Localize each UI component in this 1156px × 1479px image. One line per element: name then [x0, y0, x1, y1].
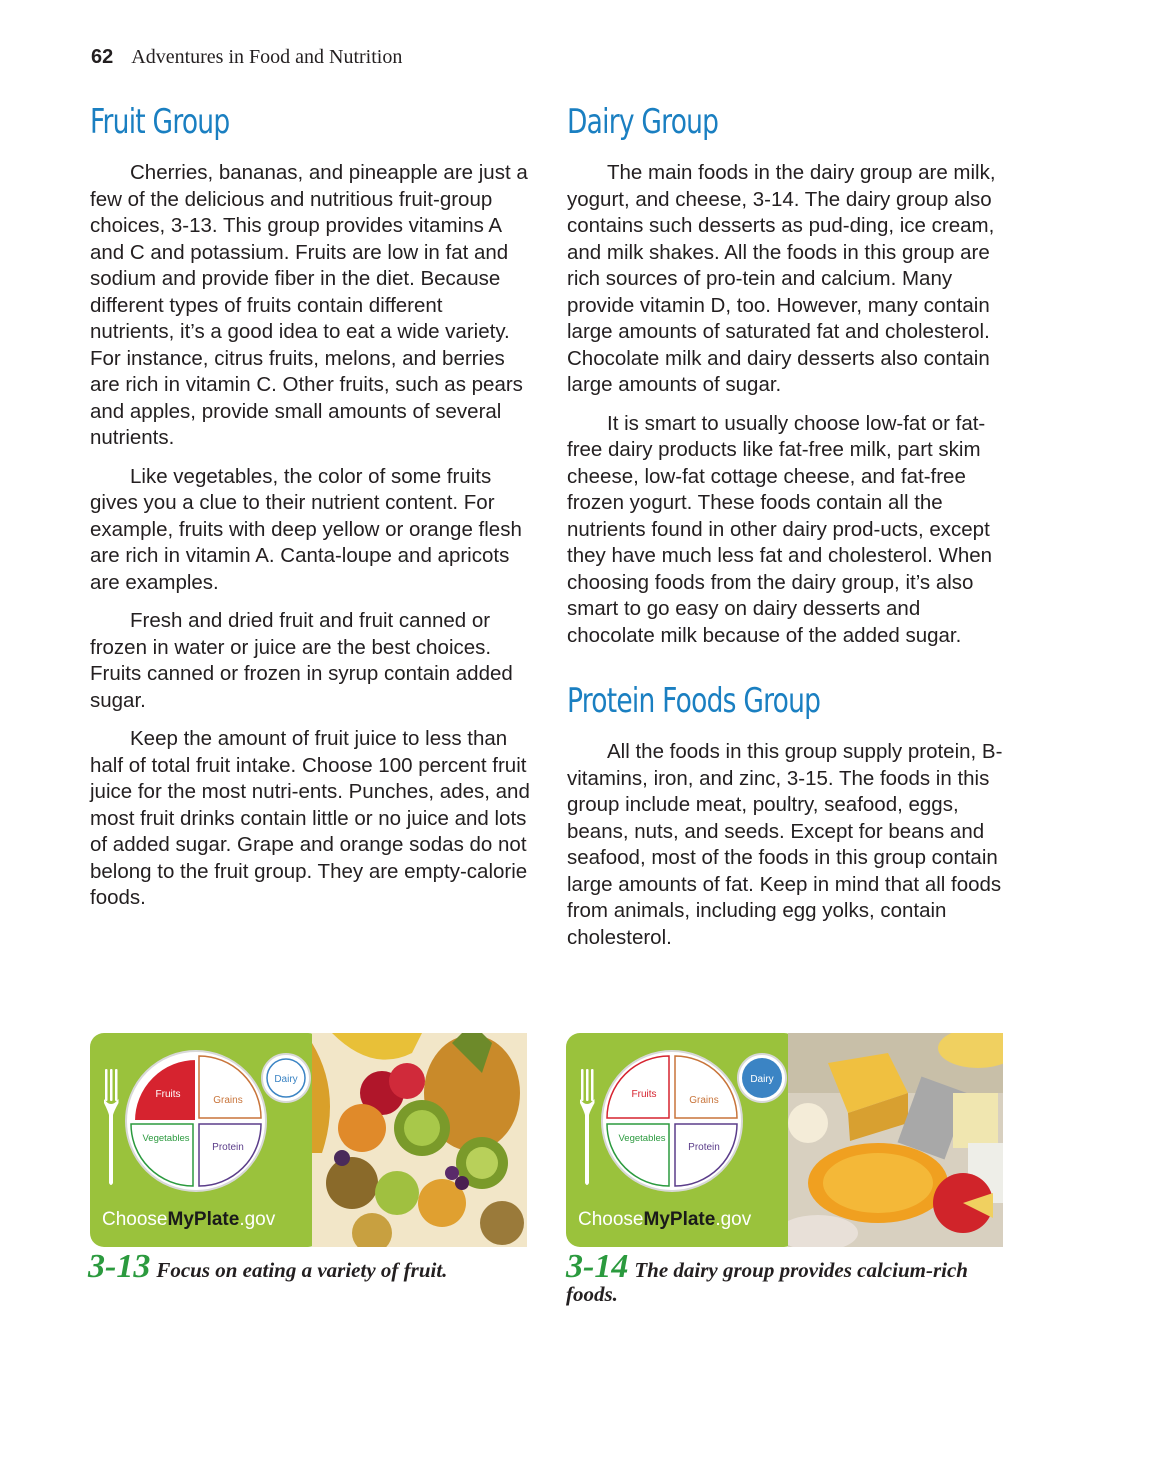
logo-myplate: MyPlate [167, 1209, 240, 1230]
grains-label: Grains [213, 1095, 243, 1106]
fruit-paragraph-3: Fresh and dried fruit and fruit canned or frozen in water or juice are the best choices. Fruits canned or frozen in syrup contain added sugar. [90, 609, 513, 712]
myplate-panel [90, 1033, 322, 1247]
logo-choose: Choose [578, 1209, 644, 1230]
caption-text: The dairy group provides calcium-rich foods. [566, 1258, 968, 1306]
protein-paragraph-1: All the foods in this group supply protein, B-vitamins, iron, and zinc, 3-15. The foods in this group include meat, poultry, seafood, eggs, beans, nuts, and seeds. Except for beans and seafood, most of the foods in this group contain large amounts of fat. Keep in mind that all foods from animals, including egg yolks, contain cholesterol. [567, 740, 1003, 949]
fruits-label: Fruits [631, 1089, 657, 1100]
fork-icon [580, 1069, 595, 1185]
figure-number: 3-14 [566, 1248, 629, 1285]
vegetables-label: Vegetables [618, 1133, 666, 1144]
fork-icon [104, 1069, 119, 1185]
fruit-paragraph-1: Cherries, bananas, and pineapple are just a few of the delicious and nutritious fruit-group choices, 3-13. This group provides vitamins A and C and potassium. Fruits are low in fat and sodium and provide fiber in the diet. Because different types of fruits contain different nutrients, it’s a good idea to eat a wide variety. For instance, citrus fruits, melons, and berries are rich in vitamin C. Other fruits, such as pears and apples, provide small amounts of several nutrients. [90, 161, 528, 449]
caption-3-14 [566, 1248, 986, 1306]
book-title: Adventures in Food and Nutrition [131, 46, 403, 68]
dairy-photo [788, 1033, 1003, 1247]
protein-label: Protein [212, 1142, 244, 1153]
logo-choose: Choose [102, 1209, 168, 1230]
vegetables-label: Vegetables [142, 1133, 190, 1144]
myplate-logo [578, 1209, 751, 1231]
page-header [91, 46, 402, 69]
figure-number: 3-13 [88, 1248, 151, 1285]
dairy-label: Dairy [274, 1074, 298, 1085]
protein-group-heading: Protein Foods Group [567, 681, 821, 721]
grains-label: Grains [689, 1095, 719, 1106]
myplate-panel [566, 1033, 798, 1247]
figure-3-14 [566, 1033, 1003, 1247]
dairy-paragraph-1: The main foods in the dairy group are milk, yogurt, and cheese, 3-14. The dairy group also contains such desserts as pud-ding, ice cream, and milk shakes. All the foods in this group are rich sources of pro-tein and calcium. Many provide vitamin D, too. However, many contain large amounts of saturated fat and cholesterol. Chocolate milk and dairy desserts also contain large amounts of sugar. [567, 161, 996, 396]
fruit-paragraph-2: Like vegetables, the color of some fruits gives you a clue to their nutrient content. For example, fruits with deep yellow or orange flesh are rich in vitamin A. Canta-loupe and apricots are examples. [90, 464, 522, 594]
protein-label: Protein [688, 1142, 720, 1153]
logo-gov: .gov [715, 1209, 752, 1230]
dairy-label: Dairy [750, 1074, 774, 1085]
caption-text: Focus on eating a variety of fruit. [156, 1258, 448, 1282]
left-column [90, 98, 530, 924]
fruit-photo [312, 1033, 527, 1247]
fruits-label: Fruits [155, 1089, 181, 1100]
figure-3-13 [90, 1033, 527, 1247]
fruit-paragraph-4: Keep the amount of fruit juice to less than half of total fruit intake. Choose 100 percent fruit juice for the most nutri-ents. Punches, ades, and most fruit drinks contain little or no juice and lots of added sugar. Grape and orange sodas do not belong to the fruit group. They are empty-calorie foods. [90, 727, 530, 909]
right-column [567, 98, 1007, 963]
myplate-logo [102, 1209, 275, 1231]
logo-myplate: MyPlate [643, 1209, 716, 1230]
logo-gov: .gov [239, 1209, 276, 1230]
page-number: 62 [91, 46, 114, 68]
dairy-paragraph-2: It is smart to usually choose low-fat or fat-free dairy products like fat-free milk, part skim cheese, low-fat cottage cheese, and fat-free frozen yogurt. These foods contain all the nutrients found in other dairy prod-ucts, except they have much less fat and cholesterol. When choosing foods from the dairy group, it’s also smart to go easy on dairy desserts and chocolate milk because of the added sugar. [567, 411, 993, 647]
fruit-group-heading: Fruit Group [90, 102, 230, 142]
caption-3-13 [88, 1248, 528, 1285]
dairy-group-heading: Dairy Group [567, 102, 719, 142]
